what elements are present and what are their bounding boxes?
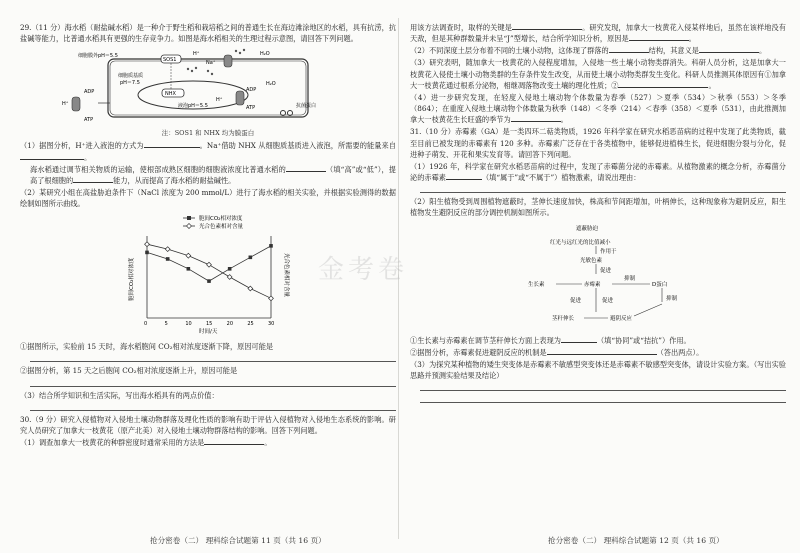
q31-2b2-text: （答出两点）。: [656, 347, 704, 357]
q31-2a: [410, 335, 786, 346]
q29-2: （2）某研究小组在高盐胁迫条件下（NaCl 浓度为 200 mmol/L）进行了海水稻的相关实验，并根据实验测得的数据绘制如图所示曲线。: [20, 188, 396, 209]
q31-1b-text: （填“属于”或“不属于”）植物激素，请说出理由：: [481, 173, 641, 183]
q30-3-text: （3）研究表明，随加拿大一枝黄花的入侵程度增加，入侵地一些土壤小动物类群消失。科研人员分析，这是加拿大一枝黄花入侵使土壤小动物类群的生存条件发生改变，从而使土壤小动物类群发生变化。科研人员推测其体原因有①加拿大一枝黄花通过根系分泌物，相继凋落物改变土壤的理化性质；②: [410, 58, 786, 90]
adp-label: ADP: [84, 89, 95, 96]
protein-label: 抗菌蛋白: [296, 103, 317, 110]
answer-blank[interactable]: [204, 437, 264, 445]
atp-label-2: ATP: [246, 105, 256, 112]
q30-4: （4）进一步研究发现，在轻度入侵地土壤动物个体数量为春季（527）＞夏季（534）＞秋季（553）＞冬季（864）；在重度入侵地土壤动物个体数量为秋季（148）＜冬季（214）＜春季（358）＜夏季（531），由此推测加拿大一枝黄花生长旺盛的季节为 。: [410, 92, 786, 125]
auxin-label: 生长素: [528, 281, 545, 288]
cell-ph-label: pH＝7.5: [120, 80, 140, 87]
legend-marker: [187, 216, 191, 220]
legend-entry: 胞间CO₂相对浓度: [199, 216, 243, 223]
q31-2b: [410, 347, 786, 358]
answer-blank[interactable]: [144, 140, 200, 148]
membrane-ph-label: 细胞膜外pH＝5.5: [78, 53, 118, 60]
inhibit-label-2: 抑制: [666, 295, 678, 302]
answer-blank[interactable]: [618, 80, 708, 88]
answer-blank[interactable]: [73, 175, 113, 183]
answer-line[interactable]: [30, 378, 396, 387]
q29-3: （3）结合所学知识和生活实际，写出海水稻具有的两点价值：: [20, 390, 219, 400]
vacuole-ph-label: 液泡pH＝5.5: [178, 103, 208, 110]
cell-transport-diagram: [58, 47, 358, 125]
q29-1c-text: 海水稻通过调节相关物质的运输，使根部成熟区细胞的细胞液浓度比普通水稻的: [30, 164, 286, 174]
adp-label-2: ADP: [246, 87, 257, 94]
data-point: [248, 286, 253, 291]
answer-blank[interactable]: [629, 33, 689, 41]
series-line-1: [147, 245, 271, 299]
acts-on-label: 作用于: [600, 248, 617, 255]
inhibit-label-1: 抑制: [624, 275, 636, 282]
y-axis-label-right: 光合色素相对含量: [283, 253, 289, 298]
right-footer: 抢分密卷（二） 理科综合试题第 12 页（共 16 页）: [548, 536, 724, 546]
answer-blank[interactable]: [561, 335, 597, 343]
q31-1: [410, 161, 786, 183]
legend-marker: [187, 224, 192, 229]
q29-1-text: （1）据图分析，H⁺进入液泡的方式为: [20, 141, 144, 151]
q30-2b-text: 结构，其意义是: [648, 46, 699, 56]
answer-blank[interactable]: [547, 347, 657, 355]
answer-blank[interactable]: [446, 172, 482, 180]
data-point: [249, 256, 253, 260]
answer-blank[interactable]: [286, 164, 326, 172]
q30-intro: 30.（9 分）研究入侵植物对入侵地土壤动物群落及理化性质的影响有助于评估入侵植物对入侵地生态系统的影响。研究人员研究了加拿大一枝黄花（原产北美）对入侵地土壤动物群落结构的影响。回答下列问题。: [20, 414, 396, 435]
h2o-label-2: H₂O: [266, 81, 276, 88]
q31-intro: 31.（10 分）赤霉素（GA）是一类四环二萜类物质，1926 年科学家在研究水稻恶苗病的过程中发现了此类物质，截至目前已被发现的赤霉素有 120 多种。赤霉素广泛存在于各类植物中，能够促进植株生长，促进细胞分裂与分化，促进种子萌发、开花和果实发育等。请回答下列问题。: [410, 127, 786, 159]
x-axis-label: 时间/天: [199, 329, 218, 336]
answer-blank[interactable]: [609, 45, 649, 53]
answer-line[interactable]: [420, 382, 786, 391]
q29-1: （1）据图分析，H⁺进入液泡的方式为 。Na⁺借助 NHX 从细胞质基质进入液泡，所需要的能量来自。: [20, 141, 396, 162]
shade-stress-label: 遮蔽胁迫: [576, 225, 599, 232]
q29-2a: ①据图所示，实验前 15 天时，海水稻胞间 CO₂相对浓度逐渐下降，原因可能是: [20, 342, 274, 352]
co2-pigment-chart: [123, 212, 293, 338]
figure1-note: 注：SOS1 和 NHX 均为膜蛋白: [161, 129, 255, 138]
data-point: [207, 263, 212, 268]
legend-entry: 光合色素相对含量: [199, 224, 244, 231]
q31-2: （2）阳生植物受到周围植物遮蔽时，茎伸长速度加快，株高和节间距增加，叶柄伸长，这种现象称为避阴反应，阳生植物发生避阴反应的部分调控机制如图所示。: [410, 197, 786, 218]
answer-line[interactable]: [420, 394, 786, 403]
q30-cont-text: 用该方法调查时，取样的关键是: [410, 23, 512, 32]
nhx-label: NHX: [165, 91, 176, 98]
gibberellin-label: 赤霉素: [584, 281, 601, 288]
x-tick-label: 20: [226, 321, 234, 328]
q31-3: （3）为探究某种植物的矮生突变体是赤霉素不敏感型突变体还是赤霉素不敏感型突变体，请设计实验方案。（写出实验思路并预测实验结果及结论）: [410, 359, 786, 380]
hplus-label: H⁺: [193, 51, 200, 58]
q29-1-cont: [20, 164, 396, 186]
q30-cont2-text: 。研究发现，加拿大一枝黄花入侵某样地后，虽然在该样地没有天敌，但是其种群数量并未呈“J”型增长，结合所学知识分析，原因是: [410, 23, 786, 44]
answer-blank[interactable]: [20, 152, 84, 160]
hplus-label-2: H⁺: [62, 101, 69, 108]
data-point: [166, 257, 170, 261]
figure-cell-transport: [58, 47, 358, 125]
x-tick-label: 15: [206, 321, 213, 328]
x-tick-label: 5: [164, 321, 168, 328]
q30-1: （1）调查加拿大一枝黄花的种群密度时通常采用的方法是 。: [20, 438, 272, 448]
answer-blank[interactable]: [512, 22, 582, 30]
data-point: [227, 275, 232, 280]
q29-intro: 29.（11 分）海水稻（耐盐碱水稻）是一种介于野生稻和栽培稻之间的普通生长在海边滩涂地区的水稻，具有抗涝，抗盐碱等能力，比普通水稻具有更强的生存竞争力。如图是海水稻相关的生理过程示意图，请回答下列问题。: [20, 23, 396, 44]
x-tick-label: 25: [247, 321, 254, 328]
shade-response-label: 避阴反应: [610, 315, 633, 322]
stem-elongation-label: 茎秆伸长: [552, 315, 575, 322]
data-point: [186, 254, 191, 259]
cell-matrix-label: 细胞质基质: [118, 73, 144, 80]
answer-blank[interactable]: [511, 114, 561, 122]
promote-label-3: 促进: [602, 297, 614, 304]
h2o-label: H₂O: [260, 51, 270, 58]
q29-1e-text: 能力，从而提高了海水稻的耐盐碱性。: [113, 175, 236, 185]
data-point: [269, 244, 273, 248]
answer-line[interactable]: [30, 353, 396, 362]
right-page: [410, 22, 786, 406]
red-light-label: 红光与远红光的比值减小: [550, 239, 611, 246]
na-label: Na⁺: [206, 60, 216, 67]
data-point: [145, 251, 149, 255]
atp-label: ATP: [84, 117, 94, 124]
x-tick-label: 30: [268, 321, 275, 328]
data-point: [228, 267, 232, 271]
q31-2b-text: ②据图分析，赤霉素促进避阴反应的机制是: [410, 347, 547, 357]
sos1-label: SOS1: [163, 57, 177, 64]
promote-label-1: 促进: [600, 267, 612, 274]
watermark: 金考卷: [318, 255, 409, 285]
q29-2b: ②据图分析，第 15 天之后胞间 CO₂相对浓度逐渐上升，原因可能是: [20, 366, 238, 376]
left-footer: 抢分密卷（二） 理科综合试题第 11 页（共 16 页）: [150, 536, 326, 546]
data-point: [207, 280, 211, 284]
data-point: [187, 267, 191, 271]
data-point: [165, 247, 170, 252]
hplus-label-3: H⁺: [216, 97, 223, 104]
answer-line[interactable]: [420, 184, 786, 193]
q31-1-text: （1）1926 年，科学家在研究水稻恶苗病的过程中，发现了赤霉菌分泌的赤霉素。从植物激素的概念分析，赤霉菌分泌的赤霉素: [410, 161, 786, 183]
q31-2a2-text: （填“协同”或“拮抗”）作用。: [596, 335, 691, 345]
answer-line[interactable]: [30, 402, 396, 411]
y-axis-label-left: 胞间CO₂相对浓度: [129, 257, 135, 302]
q30-2: （2）不同深度土层分布着不同的土壤小动物，这体现了群落的 结构，其意义是 。: [410, 46, 767, 56]
figure-shade-avoidance: [498, 222, 698, 332]
q31-2a-text: ①生长素与赤霉素在调节茎秆伸长方面上表现为: [410, 335, 561, 345]
q30-3: （3）研究表明，随加拿大一枝黄花的入侵程度增加，入侵地一些土壤小动物类群消失。科研人员分析，这是加拿大一枝黄花入侵使土壤小动物类群的生存条件发生改变，从而使土壤小动物类群发生变化。科研人员推测其体原因有①加拿大一枝黄花通过根系分泌物，相继凋落物改变土壤的理化性质；② 。: [410, 58, 786, 90]
promote-label-2: 促进: [570, 297, 582, 304]
data-point: [269, 296, 274, 301]
data-point: [145, 242, 150, 247]
q29-1b-text: 。Na⁺借助 NHX 从细胞质基质进入液泡，所需要的能量来自: [199, 141, 396, 151]
x-tick-label: 0: [144, 321, 148, 328]
q30-cont: 用该方法调查时，取样的关键是 。研究发现，加拿大一枝黄花入侵某样地后，虽然在该样地没有天敌，但是其种群数量并未呈“J”型增长，结合所学知识分析，原因是 。: [410, 23, 786, 44]
figure-line-chart: [123, 212, 293, 338]
shade-avoidance-diagram: [498, 222, 698, 332]
q30-4-text: （4）进一步研究发现，在轻度入侵地土壤动物个体数量为春季（527）＞夏季（534）＞秋季（553）＞冬季（864）；在重度入侵地土壤动物个体数量为秋季（148）＜冬季（214）＜春季（358）＜夏季（531），由此推测加拿大一枝黄花生长旺盛的季节为: [410, 92, 786, 125]
q29-1d-text: （填“高”或“低”），提高了根细胞的: [30, 164, 396, 185]
answer-blank[interactable]: [699, 45, 759, 53]
left-page: [20, 22, 396, 449]
x-tick-label: 10: [185, 321, 192, 328]
q30-1-text: （1）调查加拿大一枝黄花的种群密度时通常采用的方法是: [20, 438, 205, 448]
d-protein-label: D蛋白: [652, 281, 668, 288]
phytochrome-label: 光敏色素: [580, 257, 603, 264]
q30-2-text: （2）不同深度土层分布着不同的土壤小动物，这体现了群落的: [410, 46, 609, 56]
